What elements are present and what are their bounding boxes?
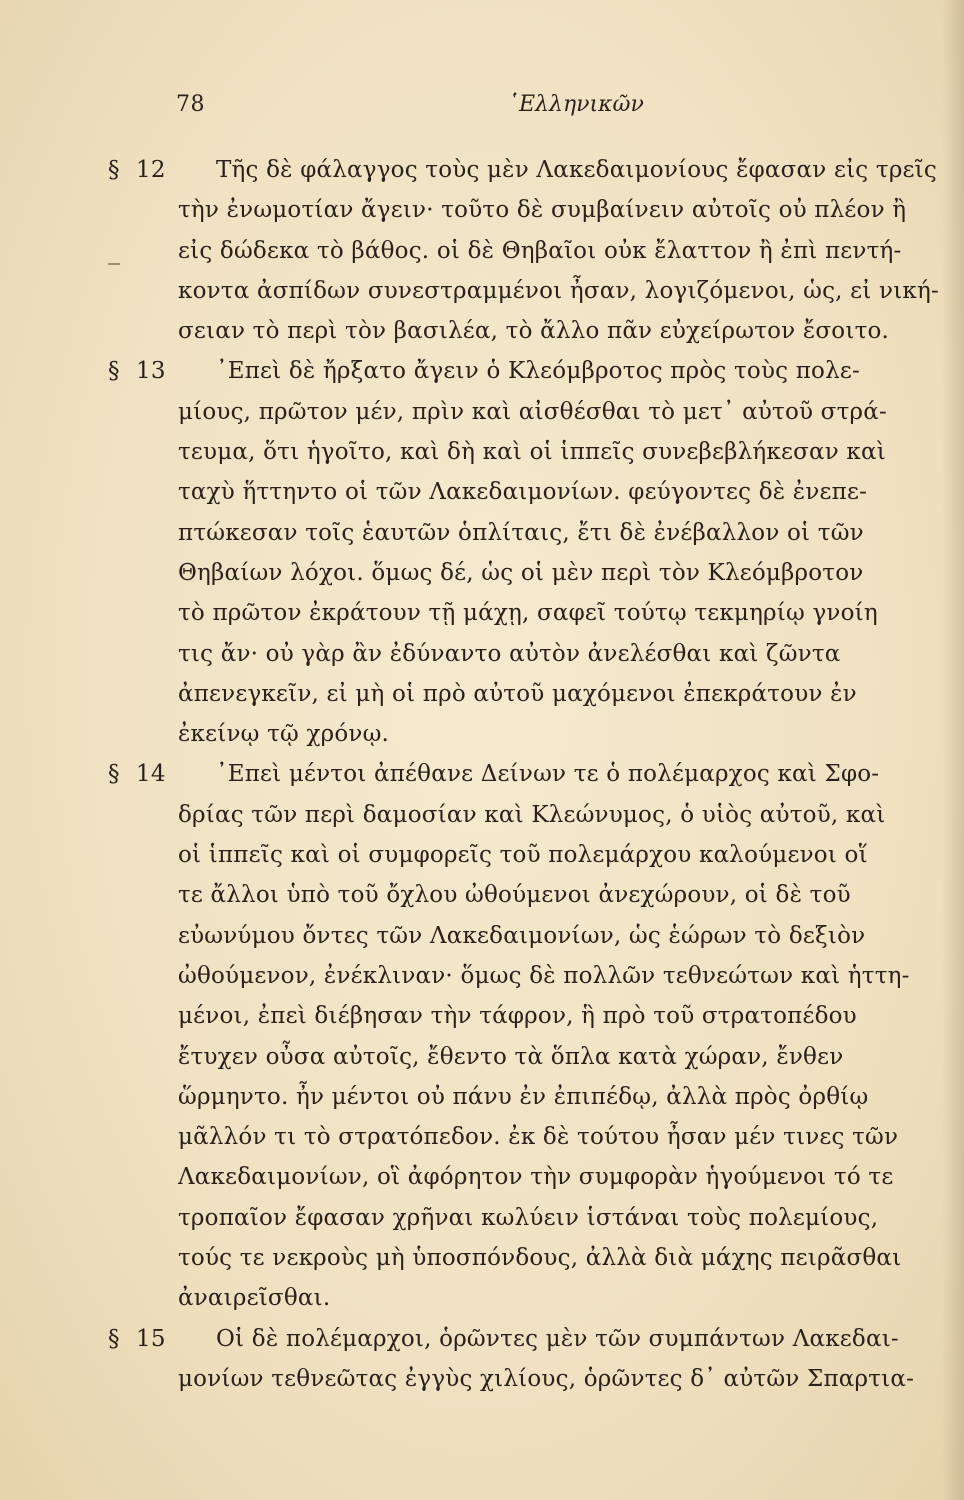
line-text: μονίων τεθνεῶτας ἐγγὺς χιλίους, ὁρῶντες δ᾿ αὐτῶν Σπαρτια- <box>178 1365 915 1392</box>
section-number: 14 <box>136 761 166 788</box>
line-text: τις ἄν· οὐ γὰρ ἂν ἐδύναντο αὐτὸν ἀνελέσθαι καὶ ζῶντα <box>178 640 841 667</box>
text-line <box>108 1359 938 1399</box>
line-text: τὴν ἐνωμοτίαν ἄγειν· τοῦτο δὲ συμβαίνειν αὐτοῖς οὐ πλέον ἢ <box>178 197 907 224</box>
text-line <box>108 996 938 1036</box>
line-text: ἐκείνῳ τῷ χρόνῳ. <box>178 721 390 748</box>
text-line <box>108 271 938 311</box>
line-text: τε ἄλλοι ὑπὸ τοῦ ὄχλου ὠθούμενοι ἀνεχώρουν, οἱ δὲ τοῦ <box>178 882 851 909</box>
line-text: ὥρμηντο. ἦν μέντοι οὐ πάνυ ἐν ἐπιπέδῳ, ἀλλὰ πρὸς ὀρθίῳ <box>178 1083 869 1110</box>
text-line <box>108 835 938 875</box>
section-14 <box>108 754 938 1318</box>
text-line <box>108 956 938 996</box>
text-line <box>108 634 938 674</box>
text-line <box>108 1037 938 1077</box>
section-number: 13 <box>136 358 166 385</box>
section-sign: § <box>108 761 120 788</box>
text-line <box>108 714 938 754</box>
page-number: 78 <box>176 92 205 117</box>
text-line <box>108 351 938 391</box>
body-text <box>108 150 938 1399</box>
line-text: τευμα, ὅτι ἡγοῖτο, καὶ δὴ καὶ οἱ ἱππεῖς συνεβεβλήκεσαν καὶ <box>178 439 886 466</box>
line-text: τὸ πρῶτον ἐκράτουν τῇ μάχῃ, σαφεῖ τούτῳ τεκμηρίῳ γνοίη <box>178 600 878 627</box>
line-text: ὠθούμενον, ἐνέκλιναν· ὅμως δὲ πολλῶν τεθνεώτων καὶ ἡττη- <box>178 962 910 989</box>
line-text: μᾶλλόν τι τὸ στρατόπεδον. ἐκ δὲ τούτου ἦσαν μέν τινες τῶν <box>178 1124 899 1151</box>
text-line <box>108 311 938 351</box>
line-text: ταχὺ ἥττηντο οἱ τῶν Λακεδαιμονίων. φεύγοντες δὲ ἐνεπε- <box>178 479 868 506</box>
text-line <box>108 1117 938 1157</box>
line-text: κοντα ἀσπίδων συνεστραμμένοι ἦσαν, λογιζόμενοι, ὡς, εἰ νική- <box>178 277 939 304</box>
text-line <box>108 190 938 230</box>
text-line <box>108 513 938 553</box>
line-text: τούς τε νεκροὺς μὴ ὑποσπόνδους, ἀλλὰ διὰ μάχης πειρᾶσθαι <box>178 1245 902 1272</box>
section-number: 12 <box>136 157 166 183</box>
text-line <box>108 472 938 512</box>
line-text: εἰς δώδεκα τὸ βάθος. οἱ δὲ Θηβαῖοι οὐκ ἔλαττον ἢ ἐπὶ πεντή- <box>178 237 902 264</box>
page-header <box>0 92 964 132</box>
section-number: 15 <box>136 1325 166 1352</box>
section-marker <box>108 1319 166 1359</box>
section-marker <box>108 351 166 391</box>
section-15 <box>108 1319 938 1400</box>
text-line <box>108 1198 938 1238</box>
section-marker <box>108 754 166 794</box>
line-text: ἔτυχεν οὖσα αὐτοῖς, ἔθεντο τὰ ὅπλα κατὰ χώραν, ἔνθεν <box>178 1043 844 1070</box>
text-line <box>108 1238 938 1278</box>
line-text: ἀναιρεῖσθαι. <box>178 1285 331 1312</box>
line-text: σειαν τὸ περὶ τὸν βασιλέα, τὸ ἄλλο πᾶν εὐχείρωτον ἔσοιτο. <box>178 318 890 345</box>
text-line <box>108 754 938 794</box>
text-line <box>108 1077 938 1117</box>
line-text: εὐωνύμου ὄντες τῶν Λακεδαιμονίων, ὡς ἑώρων τὸ δεξιὸν <box>178 922 866 949</box>
text-line <box>108 875 938 915</box>
line-text: Οἱ δὲ πολέμαρχοι, ὁρῶντες μὲν τῶν συμπάντων Λακεδαι- <box>216 1325 899 1352</box>
section-12 <box>108 150 938 351</box>
line-text: μένοι, ἐπεὶ διέβησαν τὴν τάφρον, ἣ πρὸ τοῦ στρατοπέδου <box>178 1003 857 1030</box>
running-head: ῾Ελληνικῶν <box>508 92 644 117</box>
line-text: μίους, πρῶτον μέν, πρὶν καὶ αἰσθέσθαι τὸ μετ᾿ αὐτοῦ στρά- <box>178 398 887 425</box>
text-line <box>108 432 938 472</box>
line-text: τροπαῖον ἔφασαν χρῆναι κωλύειν ἱστάναι τοὺς πολεμίους, <box>178 1204 879 1231</box>
line-text: δρίας τῶν περὶ δαμοσίαν καὶ Κλεώνυμος, ὁ υἱὸς αὐτοῦ, καὶ <box>178 801 886 828</box>
section-sign: § <box>108 358 120 385</box>
section-marker <box>108 150 166 190</box>
section-sign: § <box>108 1325 120 1352</box>
text-line <box>108 392 938 432</box>
text-line <box>108 231 938 271</box>
line-text: πτώκεσαν τοῖς ἑαυτῶν ὁπλίταις, ἔτι δὲ ἐνέβαλλον οἱ τῶν <box>178 519 864 546</box>
line-text: ἀπενεγκεῖν, εἰ μὴ οἱ πρὸ αὐτοῦ μαχόμενοι ἐπεκράτουν ἐν <box>178 680 857 707</box>
text-line <box>108 916 938 956</box>
text-line <box>108 150 938 190</box>
section-13 <box>108 351 938 754</box>
text-line <box>108 593 938 633</box>
text-line <box>108 553 938 593</box>
text-line <box>108 674 938 714</box>
line-text: Θηβαίων λόχοι. ὅμως δέ, ὡς οἱ μὲν περὶ τὸν Κλεόμβροτον <box>178 559 864 586</box>
text-line <box>108 1278 938 1318</box>
line-text: οἱ ἱππεῖς καὶ οἱ συμφορεῖς τοῦ πολεμάρχου καλούμενοι οἵ <box>178 842 868 869</box>
text-line <box>108 1157 938 1197</box>
spine-shadow <box>942 0 964 1500</box>
line-text: ᾿Επεὶ μέντοι ἀπέθανε Δείνων τε ὁ πολέμαρχος καὶ Σφο- <box>216 761 880 788</box>
text-line <box>108 795 938 835</box>
line-text: Λακεδαιμονίων, οἳ ἀφόρητον τὴν συμφορὰν ἡγούμενοι τό τε <box>178 1164 894 1191</box>
line-text: Τῆς δὲ φάλαγγος τοὺς μὲν Λακεδαιμονίους ἔφασαν εἰς τρεῖς <box>216 157 937 183</box>
line-text: ᾿Επεὶ δὲ ἤρξατο ἄγειν ὁ Κλεόμβροτος πρὸς τοὺς πολε- <box>216 358 860 385</box>
text-line <box>108 1319 938 1359</box>
section-sign: § <box>108 157 120 183</box>
